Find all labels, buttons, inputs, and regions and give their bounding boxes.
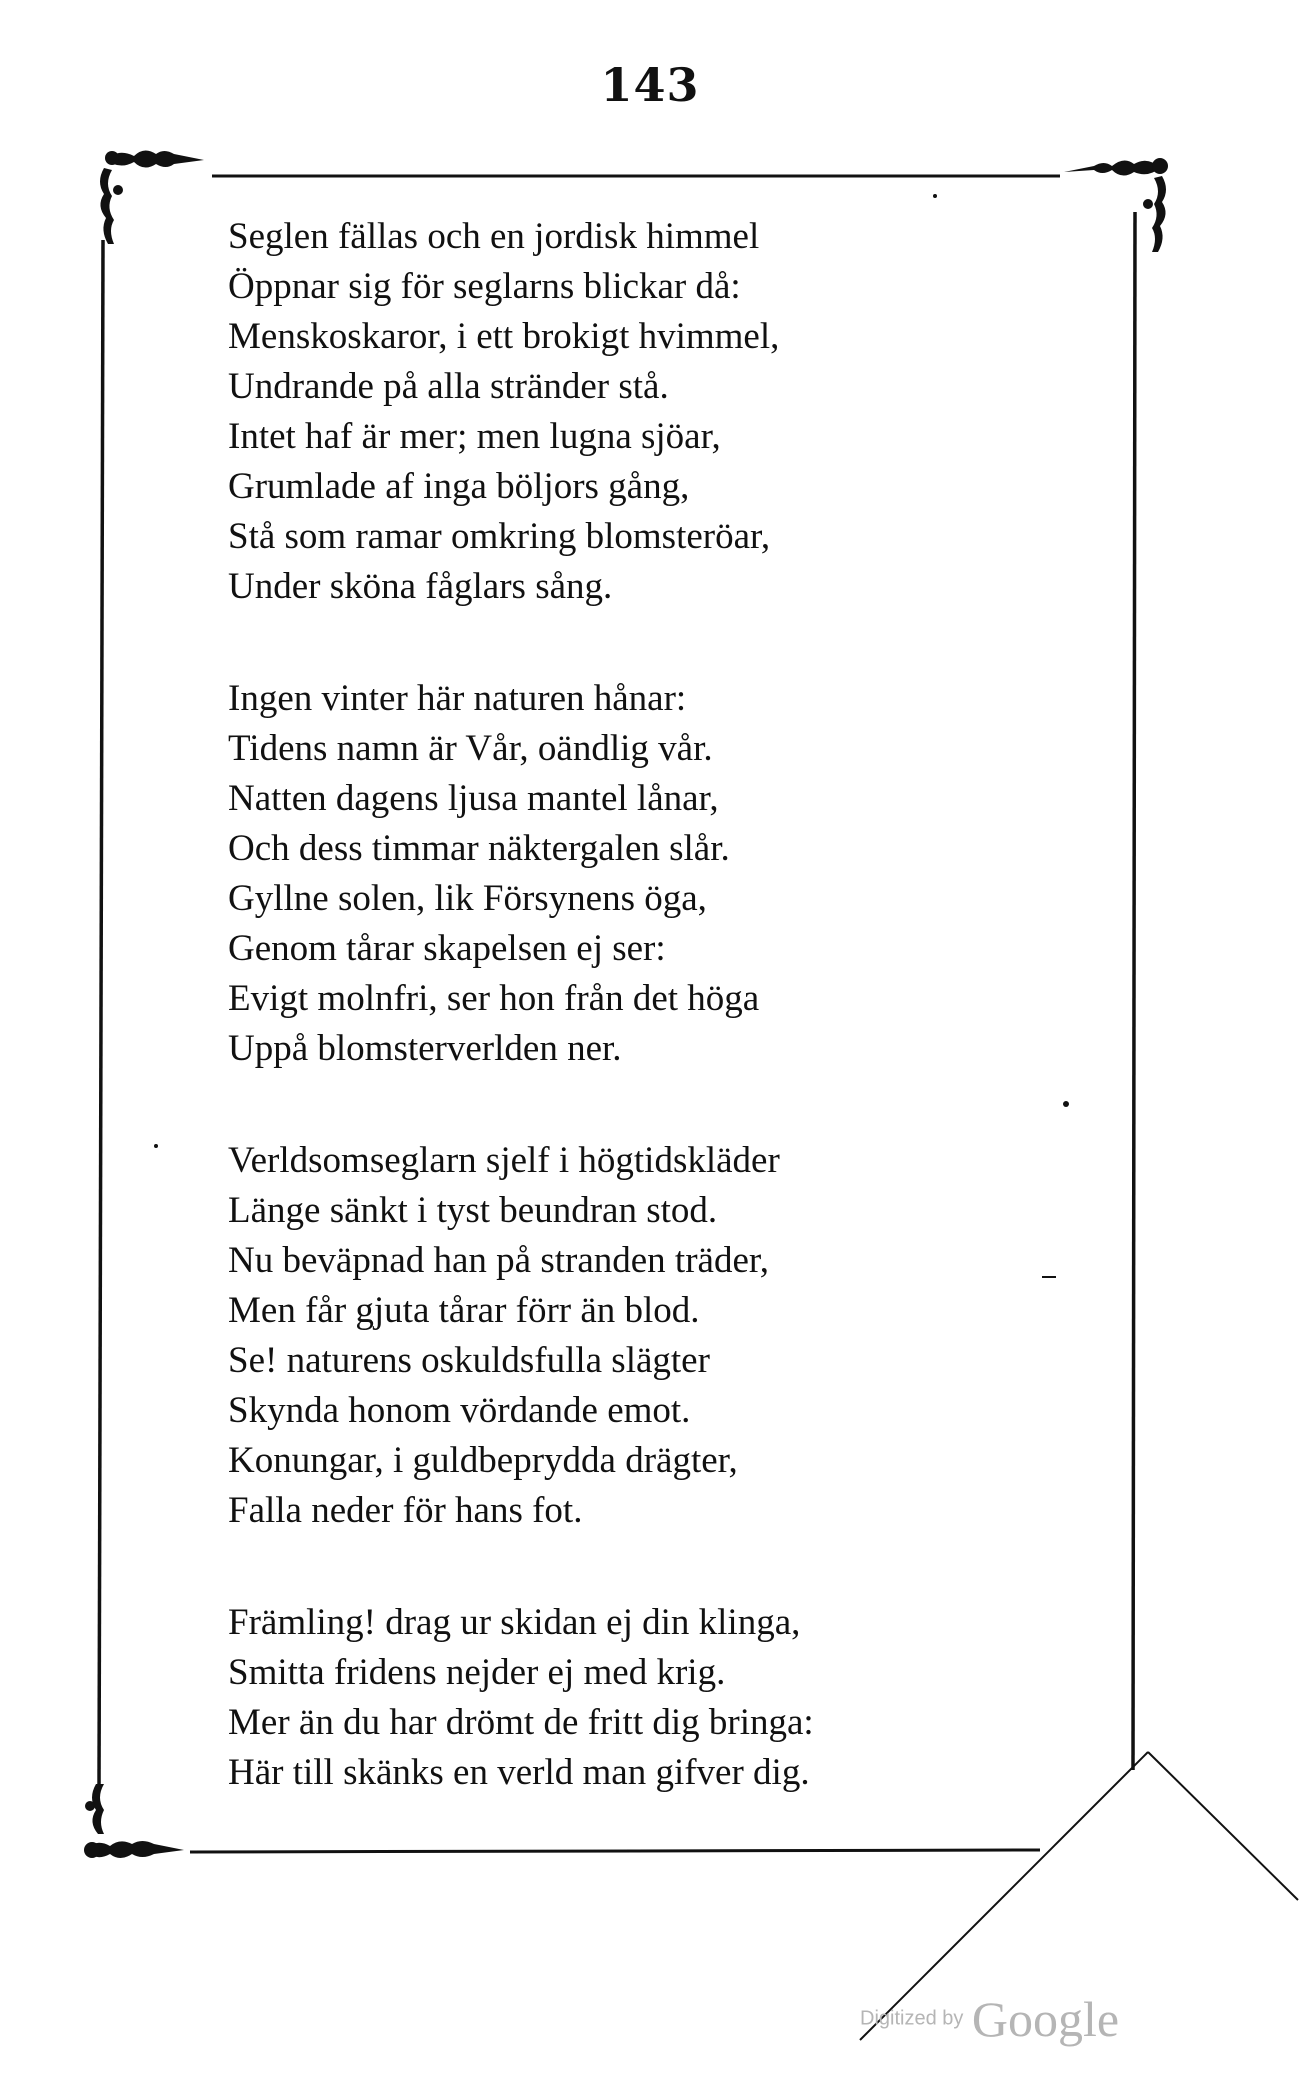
verse-line: Och dess timmar näktergalen slår. xyxy=(228,828,730,869)
verse-line: Stå som ramar omkring blomsteröar, xyxy=(228,516,771,557)
verse-line: Under sköna fåglars sång. xyxy=(228,566,613,607)
watermark-brand: Google xyxy=(971,1991,1120,2047)
stanza-1 xyxy=(228,212,1128,612)
verse-line: Länge sänkt i tyst beundran stod. xyxy=(228,1190,718,1231)
verse-line: Gyllne solen, lik Försynens öga, xyxy=(228,878,707,919)
verse-line: Smitta fridens nejder ej med krig. xyxy=(228,1652,726,1693)
verse-line: Mer än du har drömt de fritt dig bringa: xyxy=(228,1702,814,1743)
stanza-2 xyxy=(228,674,1128,1074)
page-number: 143 xyxy=(600,58,700,112)
verse-line: Öppnar sig för seglarns blickar då: xyxy=(228,266,741,307)
verse-line: Konungar, i guldbeprydda drägter, xyxy=(228,1440,738,1481)
digitization-watermark xyxy=(860,1990,1119,2048)
verse-line: Grumlade af inga böljors gång, xyxy=(228,466,690,507)
verse-line: Verldsomseglarn sjelf i högtidskläder xyxy=(228,1140,780,1181)
frame-left-rule xyxy=(99,240,103,1790)
verse-line: Uppå blomsterverlden ner. xyxy=(228,1028,622,1069)
verse-line: Natten dagens ljusa mantel lånar, xyxy=(228,778,719,819)
verse-line: Evigt molnfri, ser hon från det höga xyxy=(228,978,760,1019)
poem-body xyxy=(228,212,1128,1798)
verse-line: Menskoskaror, i ett brokigt hvimmel, xyxy=(228,316,780,357)
verse-line: Skynda honom vördande emot. xyxy=(228,1390,691,1431)
corner-ornament-top-left xyxy=(100,150,204,244)
frame-bottom-rule xyxy=(190,1850,1040,1852)
verse-line: Tidens namn är Vår, oändlig vår. xyxy=(228,728,713,769)
verse-line: Ingen vinter här naturen hånar: xyxy=(228,678,687,719)
verse-line: Främling! drag ur skidan ej din klinga, xyxy=(228,1602,801,1643)
verse-line: Men får gjuta tårar förr än blod. xyxy=(228,1290,700,1331)
verse-line: Nu beväpnad han på stranden träder, xyxy=(228,1240,769,1281)
verse-line: Seglen fällas och en jordisk himmel xyxy=(228,216,760,257)
verse-line: Genom tårar skapelsen ej ser: xyxy=(228,928,666,969)
corner-ornament-bottom-left xyxy=(84,1784,184,1858)
verse-line: Här till skänks en verld man gifver dig. xyxy=(228,1752,810,1793)
stanza-3 xyxy=(228,1136,1128,1536)
watermark-prefix: Digitized by xyxy=(860,2007,964,2030)
verse-line: Intet haf är mer; men lugna sjöar, xyxy=(228,416,721,457)
verse-line: Undrande på alla stränder stå. xyxy=(228,366,669,407)
frame-right-rule xyxy=(1133,212,1135,1770)
verse-line: Se! naturens oskuldsfulla slägter xyxy=(228,1340,710,1381)
stanza-4 xyxy=(228,1598,1128,1798)
verse-line: Falla neder för hans fot. xyxy=(228,1490,583,1531)
